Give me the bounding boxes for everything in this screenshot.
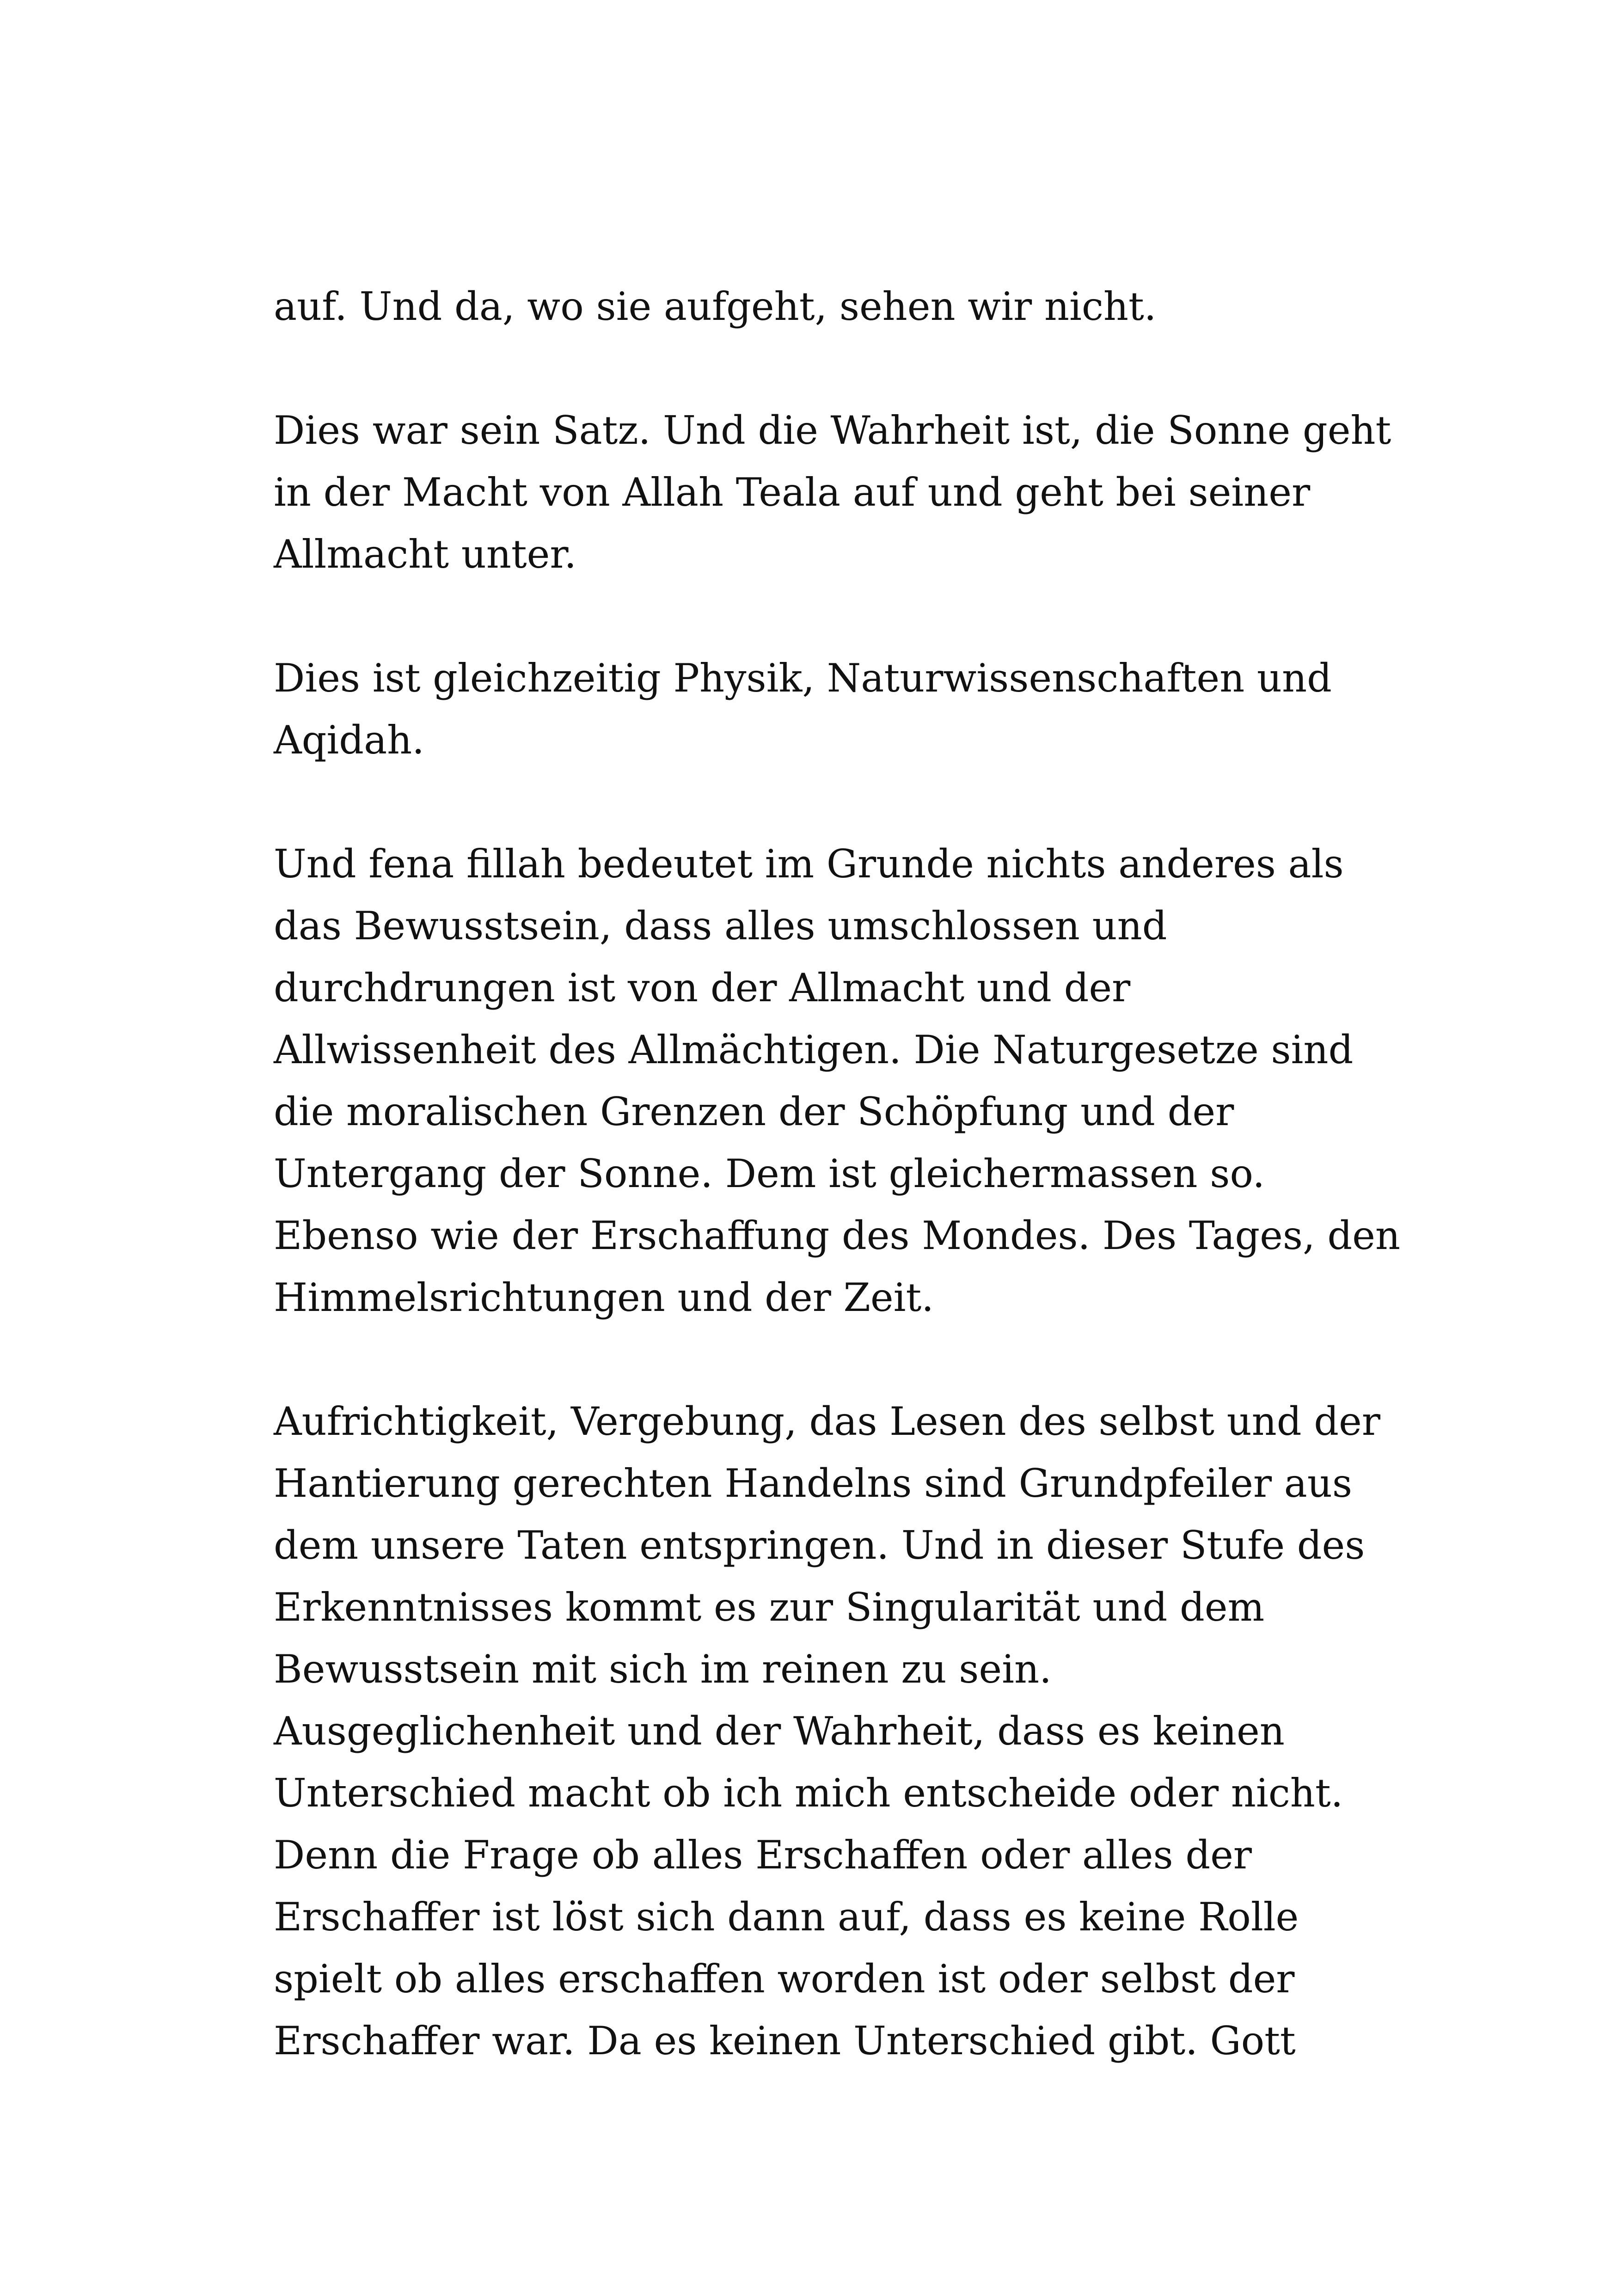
paragraph-2 [274, 399, 1391, 585]
text-line: Dies war sein Satz. Und die Wahrheit ist, die Sonne geht [274, 408, 1391, 453]
paragraph-3 [274, 647, 1383, 771]
text-line: Allwissenheit des Allmächtigen. Die Naturgesetze sind [274, 1027, 1354, 1072]
text-line: Erschaffer war. Da es keinen Unterschied gibt. Gott [274, 2018, 1296, 2063]
paragraph-5 [274, 1390, 1383, 2072]
body-text [274, 276, 1400, 2072]
text-line: Dies ist gleichzeitig Physik, Naturwissenschaften und [274, 655, 1332, 701]
paragraph-spacer [274, 771, 1383, 833]
text-line: Unterschied macht ob ich mich entscheide oder nicht. [274, 1770, 1343, 1816]
text-line: Himmelsrichtungen und der Zeit. [274, 1275, 934, 1320]
text-line: Ebenso wie der Erschaffung des Mondes. Des Tages, den [274, 1213, 1400, 1258]
text-line: das Bewusstsein, dass alles umschlossen und [274, 903, 1167, 949]
text-line: auf. Und da, wo sie aufgeht, sehen wir nicht. [274, 284, 1157, 329]
paragraph-spacer [274, 337, 1383, 399]
text-line: Erschaffer ist löst sich dann auf, dass es keine Rolle [274, 1894, 1299, 1940]
text-line: in der Macht von Allah Teala auf und geht bei seiner [274, 470, 1311, 515]
text-line: Bewusstsein mit sich im reinen zu sein. [274, 1647, 1052, 1692]
text-line: durchdrungen ist von der Allmacht und der [274, 965, 1131, 1010]
text-line: Aufrichtigkeit, Vergebung, das Lesen des selbst und der [274, 1399, 1380, 1444]
paragraph-4 [274, 833, 1400, 1329]
text-line: dem unsere Taten entspringen. Und in dieser Stufe des [274, 1523, 1365, 1568]
text-line: Denn die Frage ob alles Erschaffen oder alles der [274, 1832, 1252, 1878]
text-line: Aqidah. [274, 717, 424, 763]
text-line: Hantierung gerechten Handelns sind Grundpfeiler aus [274, 1461, 1352, 1506]
text-line: Untergang der Sonne. Dem ist gleichermassen so. [274, 1151, 1265, 1196]
paragraph-1 [274, 276, 1383, 337]
text-line: die moralischen Grenzen der Schöpfung und der [274, 1089, 1234, 1134]
paragraph-spacer [274, 1329, 1383, 1390]
text-line: Und fena fillah bedeutet im Grunde nichts anderes als [274, 841, 1344, 887]
text-line: Allmacht unter. [274, 532, 577, 577]
text-line: Erkenntnisses kommt es zur Singularität und dem [274, 1585, 1265, 1630]
text-line: Ausgeglichenheit und der Wahrheit, dass es keinen [274, 1708, 1285, 1754]
text-line: spielt ob alles erschaffen worden ist oder selbst der [274, 1956, 1295, 2002]
paragraph-spacer [274, 585, 1383, 647]
